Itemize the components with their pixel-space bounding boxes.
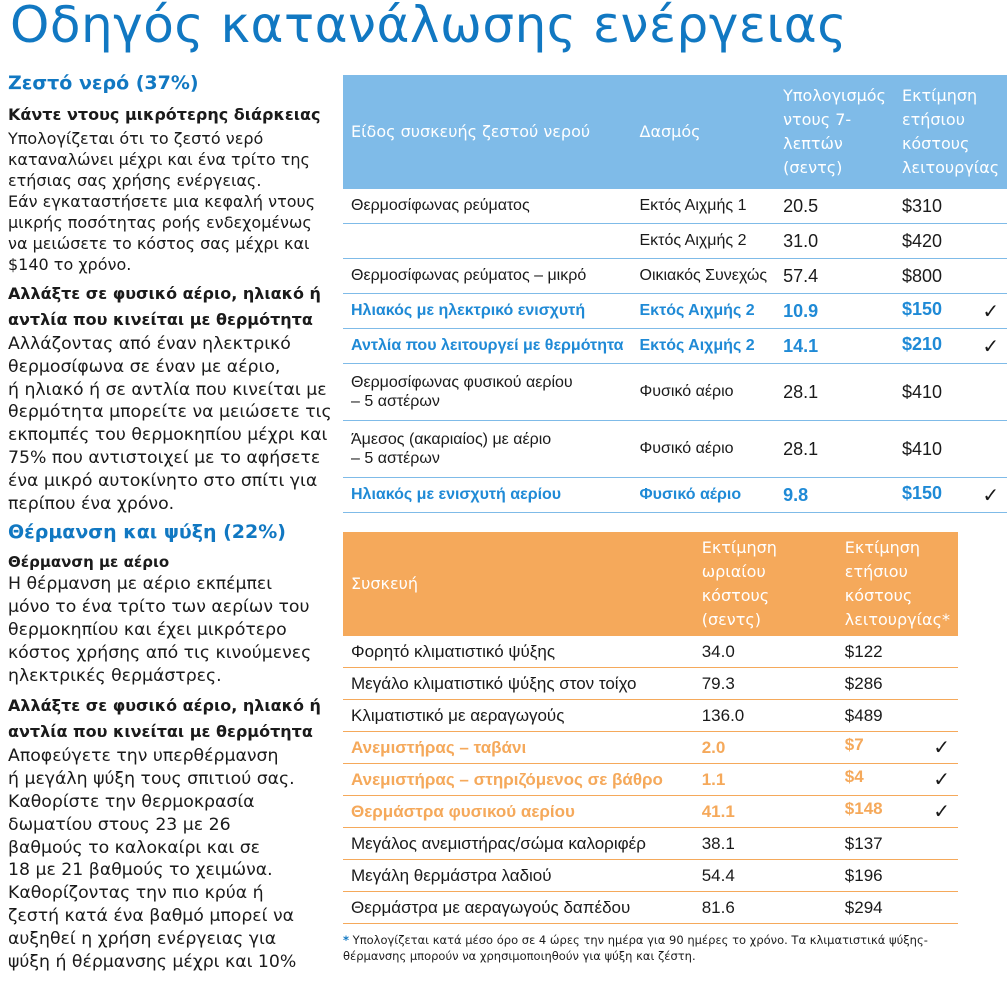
cell-annual	[894, 478, 1007, 513]
cell-cost: 28.1	[775, 364, 894, 421]
cell-cost: 10.9	[775, 294, 894, 329]
text-line: ή ηλιακό ή σε αντλία που κινείται με	[8, 379, 327, 400]
checkmark-icon: ✓	[982, 300, 1000, 323]
cell-annual: $410	[894, 421, 1007, 478]
header-annual-cost	[894, 75, 1007, 189]
header-line: κόστους	[844, 586, 913, 605]
cell-annual	[894, 294, 1007, 329]
header-tariff: Δασμός	[632, 75, 776, 189]
text-line: Υπολογίζεται ότι το ζεστό νερό	[8, 129, 264, 148]
gas-heating-paragraph	[8, 573, 333, 687]
cell-appliance: Μεγάλο κλιματιστικό ψύξης στον τοίχο	[343, 668, 694, 700]
switch-heading-1: Αλλάξτε σε φυσικό αέριο, ηλιακό ή αντλία που κινείται με θερμότητα	[8, 284, 321, 329]
cell-appliance: Μεγάλη θερμάστρα λαδιού	[343, 860, 694, 892]
header-line: ωριαίου	[701, 562, 766, 581]
heating-heading: Θέρμανση και ψύξη (22%)	[8, 521, 286, 544]
left-column	[8, 72, 333, 979]
cell-appliance: Ανεμιστήρας – ταβάνι	[343, 732, 694, 764]
header-line: λειτουργίας*	[844, 610, 950, 629]
cell-cost: 14.1	[775, 329, 894, 364]
cell-annual: $286	[837, 668, 958, 700]
cell-line: – 5 αστέρων	[351, 393, 440, 410]
table-header-row	[343, 75, 1007, 189]
cell-hourly: 136.0	[694, 700, 837, 732]
table-row	[343, 860, 958, 892]
hot-water-heading: Ζεστό νερό (37%)	[8, 72, 199, 94]
cell-cost: 57.4	[775, 259, 894, 294]
annual-value: $148	[844, 799, 883, 818]
cell-hourly: 34.0	[694, 636, 837, 668]
table-row	[343, 700, 958, 732]
header-line: Εκτίμηση	[701, 538, 777, 557]
appliance-table	[343, 532, 958, 924]
text-line: $140 το χρόνο.	[8, 255, 132, 274]
cell-annual: $800	[894, 259, 1007, 294]
header-appliance: Συσκευή	[343, 532, 694, 636]
text-line: καταναλώνει μέχρι και ένα τρίτο της	[8, 150, 310, 169]
cell-cost: 9.8	[775, 478, 894, 513]
cell-appliance: Ανεμιστήρας – στηριζόμενος σε βάθρο	[343, 764, 694, 796]
cell-annual: $489	[837, 700, 958, 732]
table-row-highlighted	[343, 329, 1007, 364]
cell-type: Θερμοσίφωνας ρεύματος – μικρό	[343, 259, 632, 294]
table-row	[343, 636, 958, 668]
cell-annual: $196	[837, 860, 958, 892]
cell-type	[343, 421, 632, 478]
text-line: ηλεκτρικές θερμάστρες.	[8, 665, 222, 686]
text-line: μόνο το ένα τρίτο των αερίων του	[8, 597, 310, 618]
cell-annual: $122	[837, 636, 958, 668]
footnote	[343, 932, 958, 964]
table-row	[343, 189, 1007, 224]
cell-tariff: Εκτός Αιχμής 1	[632, 189, 776, 224]
table-header-row	[343, 532, 958, 636]
table-row	[343, 259, 1007, 294]
checkmark-icon: ✓	[982, 335, 1000, 358]
text-line: να μειώσετε το κόστος σας μέχρι και	[8, 234, 310, 253]
cell-tariff: Εκτός Αιχμής 2	[632, 329, 776, 364]
cell-hourly: 1.1	[694, 764, 837, 796]
text-line: Καθορίζοντας την πιο κρύα ή	[8, 883, 264, 904]
text-line: ζεστή κατά ένα βαθμό μπορεί να	[8, 905, 295, 926]
switch-paragraph-1	[8, 333, 333, 515]
table-row-highlighted	[343, 478, 1007, 513]
cell-tariff: Φυσικό αέριο	[632, 364, 776, 421]
text-line: θερμοκηπίου και έχει μικρότερο	[8, 619, 287, 640]
page-title: Οδηγός κατανάλωσης ενέργειας	[10, 0, 848, 54]
header-line: ντους 7-	[783, 110, 852, 129]
header-shower-cost	[775, 75, 894, 189]
header-annual-cost	[837, 532, 958, 636]
cell-annual	[837, 796, 958, 828]
cell-line: Άμεσος (ακαριαίος) με αέριο	[351, 431, 552, 448]
cell-type	[343, 224, 632, 259]
text-line: δωματίου στους 23 με 26	[8, 814, 231, 835]
text-line: 75% που αντιστοιχεί με το αφήσετε	[8, 447, 321, 468]
header-line: κόστους (σεντς)	[701, 586, 770, 629]
annual-value: $210	[901, 333, 942, 354]
header-line: κόστους	[901, 134, 970, 153]
checkmark-icon: ✓	[933, 737, 950, 759]
cell-tariff: Φυσικό αέριο	[632, 421, 776, 478]
cell-line: – 5 αστέρων	[351, 450, 440, 467]
text-line: μικρής ποσότητας ροής ενδεχομένως	[8, 213, 312, 232]
text-line: Αποφεύγετε την υπερθέρμανση	[8, 746, 279, 767]
header-line: ετήσιου	[901, 110, 965, 129]
header-type: Είδος συσκευής ζεστού νερού	[343, 75, 632, 189]
cell-tariff: Οικιακός Συνεχώς	[632, 259, 776, 294]
text-line: θερμότητα μπορείτε να μειώσετε τις	[8, 402, 332, 423]
cell-cost: 20.5	[775, 189, 894, 224]
text-line: Καθορίστε την θερμοκρασία	[8, 791, 255, 812]
table-row	[343, 364, 1007, 421]
text-line: ένα μικρό αυτοκίνητο στο σπίτι για	[8, 470, 318, 491]
checkmark-icon: ✓	[933, 801, 950, 823]
text-line: βαθμούς το καλοκαίρι και σε	[8, 837, 260, 858]
header-line: (σεντς)	[783, 158, 843, 177]
table-row	[343, 668, 958, 700]
header-line: λειτουργίας	[901, 158, 1000, 177]
cell-hourly: 79.3	[694, 668, 837, 700]
table-row	[343, 224, 1007, 259]
table-row	[343, 892, 958, 924]
header-line: Εκτίμηση	[901, 86, 978, 105]
text-line: Αλλάζοντας από έναν ηλεκτρικό	[8, 334, 291, 354]
table-row-highlighted	[343, 796, 958, 828]
cell-hourly: 41.1	[694, 796, 837, 828]
text-line: 18 με 21 βαθμούς το χειμώνα.	[8, 860, 273, 881]
text-line: εκπομπές του θερμοκηπίου μέχρι και	[8, 425, 328, 446]
table-row	[343, 421, 1007, 478]
shower-paragraph	[8, 128, 333, 275]
cell-tariff: Εκτός Αιχμής 2	[632, 224, 776, 259]
cell-annual	[894, 329, 1007, 364]
annual-value: $150	[901, 482, 942, 503]
checkmark-icon: ✓	[982, 484, 1000, 507]
header-line: ετήσιου	[844, 562, 908, 581]
cell-appliance: Μεγάλος ανεμιστήρας/σώμα καλοριφέρ	[343, 828, 694, 860]
cell-hourly: 2.0	[694, 732, 837, 764]
cell-hourly: 81.6	[694, 892, 837, 924]
text-line: ψύξη ή θέρμανσης μέχρι και 10%	[8, 951, 297, 972]
cell-cost: 31.0	[775, 224, 894, 259]
cell-hourly: 54.4	[694, 860, 837, 892]
annual-value: $7	[844, 735, 864, 754]
cell-type: Ηλιακός με ηλεκτρικό ενισχυτή	[343, 294, 632, 329]
cell-annual: $294	[837, 892, 958, 924]
cell-annual: $420	[894, 224, 1007, 259]
switch-heading-2: Αλλάξτε σε φυσικό αέριο, ηλιακό ή αντλία που κινείται με θερμότητα	[8, 696, 321, 742]
cell-appliance: Θερμάστρα με αεραγωγούς δαπέδου	[343, 892, 694, 924]
table-row-highlighted	[343, 732, 958, 764]
cell-type	[343, 364, 632, 421]
footnote-text: Υπολογίζεται κατά μέσο όρο σε 4 ώρες την ημέρα για 90 ημέρες το χρόνο. Τα κλιματιστικά ψύξης-θέρμανσης μπορούν να χρησιμοποιηθούν για ψύξη και ζέστη.	[343, 933, 928, 963]
hot-water-table	[343, 75, 1007, 513]
text-line: θερμοσίφωνα σε έναν με αέριο,	[8, 356, 281, 377]
cell-tariff: Φυσικό αέριο	[632, 478, 776, 513]
annual-value: $4	[844, 767, 864, 786]
cell-cost: 28.1	[775, 421, 894, 478]
text-line: ετήσιας σας χρήσης ενέργειας.	[8, 171, 262, 190]
cell-appliance: Θερμάστρα φυσικού αερίου	[343, 796, 694, 828]
text-line: ή μεγάλη ψύξη τους σπιτιού σας.	[8, 769, 295, 790]
cell-line: Θερμοσίφωνας φυσικού αερίου	[351, 374, 573, 391]
cell-hourly: 38.1	[694, 828, 837, 860]
header-line: λεπτών	[783, 134, 843, 153]
cell-type: Ηλιακός με ενισχυτή αερίου	[343, 478, 632, 513]
header-line: Υπολογισμός	[783, 86, 886, 105]
cell-type: Αντλία που λειτουργεί με θερμότητα	[343, 329, 632, 364]
switch-paragraph-2	[8, 745, 333, 973]
cell-annual	[837, 764, 958, 796]
footnote-mark: *	[343, 933, 350, 947]
checkmark-icon: ✓	[933, 769, 950, 791]
table-row-highlighted	[343, 294, 1007, 329]
table-row	[343, 828, 958, 860]
text-line: αυξηθεί η χρήση ενέργειας για	[8, 928, 277, 949]
text-line: κόστος χρήσης από τις κινούμενες	[8, 642, 312, 663]
text-line: Η θέρμανση με αέριο εκπέμπει	[8, 574, 273, 595]
header-line: Εκτίμηση	[844, 538, 920, 557]
cell-appliance: Κλιματιστικό με αεραγωγούς	[343, 700, 694, 732]
shower-heading: Κάντε ντους μικρότερης διάρκειας	[8, 105, 321, 124]
cell-annual: $310	[894, 189, 1007, 224]
cell-appliance: Φορητό κλιματιστικό ψύξης	[343, 636, 694, 668]
cell-annual: $137	[837, 828, 958, 860]
cell-annual	[837, 732, 958, 764]
text-line: Εάν εγκαταστήσετε μια κεφαλή ντους	[8, 192, 316, 211]
text-line: περίπου ένα χρόνο.	[8, 493, 175, 514]
gas-heating-heading: Θέρμανση με αέριο	[8, 553, 170, 572]
cell-tariff: Εκτός Αιχμής 2	[632, 294, 776, 329]
annual-value: $150	[901, 298, 942, 319]
header-hourly-cost	[694, 532, 837, 636]
cell-annual: $410	[894, 364, 1007, 421]
table-row-highlighted	[343, 764, 958, 796]
cell-type: Θερμοσίφωνας ρεύματος	[343, 189, 632, 224]
